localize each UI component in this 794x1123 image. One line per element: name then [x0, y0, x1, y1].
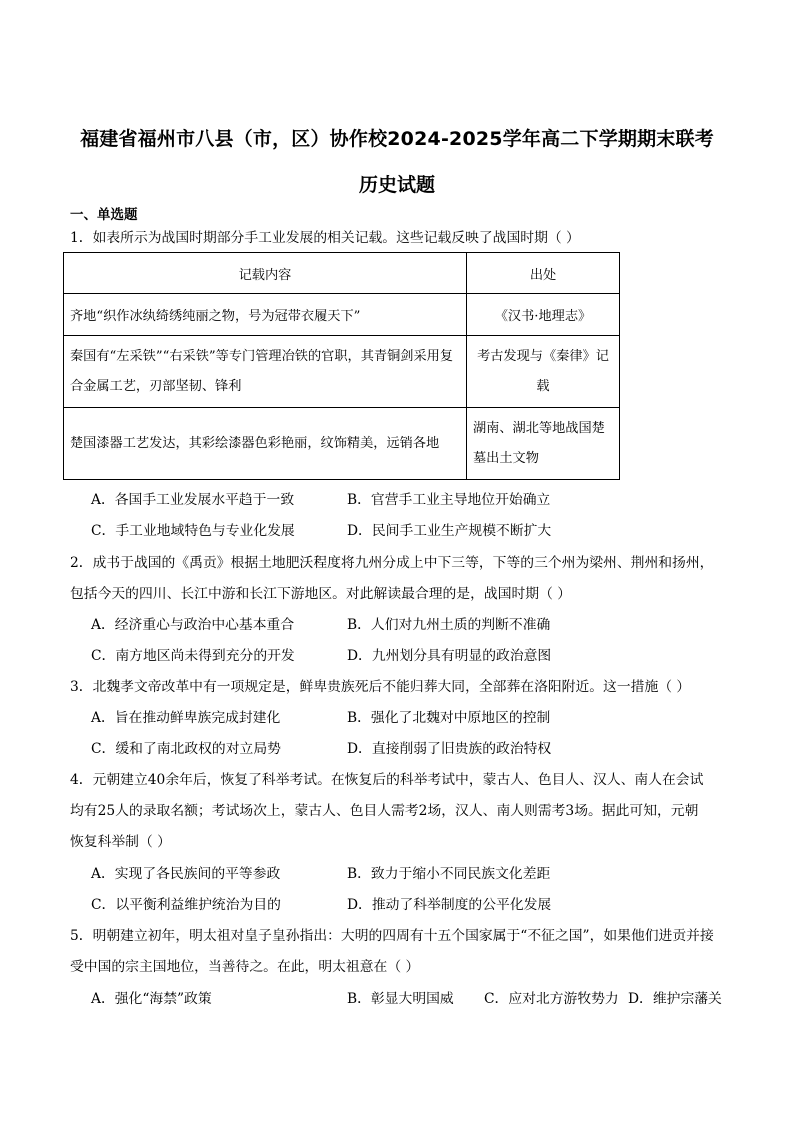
question-4-stem: 恢复科举制（ ） [70, 834, 171, 850]
table-row [64, 336, 620, 408]
table-row [64, 408, 620, 480]
table-row [64, 294, 620, 336]
option-a[interactable]: A．强化“海禁”政策 [91, 991, 212, 1007]
question-4-stem: 4．元朝建立40余年后，恢复了科举考试。在恢复后的科举考试中，蒙古人、色目人、汉人、南人在会试 [70, 772, 704, 788]
table-cell-content: 齐地“织作冰纨绮绣纯丽之物，号为冠带衣履天下” [64, 294, 467, 336]
question-5-stem: 5．明朝建立初年，明太祖对皇子皇孙指出：大明的四周有十五个国家属于“不征之国”，如果他们进贡并接 [70, 928, 714, 944]
option-b[interactable]: B．强化了北魏对中原地区的控制 [347, 710, 551, 726]
table-cell-source: 《汉书·地理志》 [467, 294, 620, 336]
option-c[interactable]: C．以平衡利益维护统治为目的 [91, 897, 281, 913]
option-b[interactable]: B．彰显大明国威 [347, 991, 454, 1007]
question-3-stem: 3．北魏孝文帝改革中有一项规定是，鲜卑贵族死后不能归葬大同，全部葬在洛阳附近。这一措施（ ） [70, 679, 691, 695]
option-d[interactable]: D．九州划分具有明显的政治意图 [347, 648, 552, 664]
table-header-row [64, 253, 620, 294]
option-d[interactable]: D．民间手工业生产规模不断扩大 [347, 523, 552, 539]
exam-title: 福建省福州市八县（市，区）协作校2024-2025学年高二下学期期末联考 [80, 128, 714, 150]
option-c[interactable]: C．南方地区尚未得到充分的开发 [91, 648, 295, 664]
records-table [63, 252, 620, 480]
option-b[interactable]: B．人们对九州土质的判断不准确 [347, 617, 551, 633]
section-heading: 一、单选题 [70, 207, 138, 223]
question-2-stem: 包括今天的四川、长江中游和长江下游地区。对此解读最合理的是，战国时期（ ） [70, 586, 572, 602]
question-1-stem: 1．如表所示为战国时期部分手工业发展的相关记载。这些记载反映了战国时期（ ） [70, 230, 580, 246]
option-c[interactable]: C．应对北方游牧势力 [484, 991, 619, 1007]
option-c[interactable]: C．手工业地域特色与专业化发展 [91, 523, 295, 539]
table-cell-source: 考古发现与《秦律》记载 [467, 336, 620, 408]
question-5-stem: 受中国的宗主国地位，当善待之。在此，明太祖意在（ ） [70, 959, 420, 975]
option-a[interactable]: A．实现了各民族间的平等参政 [91, 866, 281, 882]
option-a[interactable]: A．各国手工业发展水平趋于一致 [91, 492, 295, 508]
option-c[interactable]: C．缓和了南北政权的对立局势 [91, 741, 281, 757]
table-cell-source: 湖南、湖北等地战国楚墓出土文物 [467, 408, 620, 480]
table-header-source: 出处 [467, 253, 620, 294]
option-b[interactable]: B．致力于缩小不同民族文化差距 [347, 866, 551, 882]
option-d[interactable]: D．推动了科举制度的公平化发展 [347, 897, 552, 913]
question-4-stem: 均有25人的录取名额；考试场次上，蒙古人、色目人需考2场，汉人、南人则需考3场。据此可知，元朝 [70, 803, 699, 819]
table-header-content: 记载内容 [64, 253, 467, 294]
option-a[interactable]: A．经济重心与政治中心基本重合 [91, 617, 295, 633]
exam-subtitle: 历史试题 [358, 174, 435, 196]
table-cell-content: 楚国漆器工艺发达，其彩绘漆器色彩艳丽，纹饰精美，远销各地 [64, 408, 467, 480]
option-b[interactable]: B．官营手工业主导地位开始确立 [347, 492, 551, 508]
option-d[interactable]: D．维护宗藩关 [628, 991, 722, 1007]
option-a[interactable]: A．旨在推动鲜卑族完成封建化 [91, 710, 281, 726]
question-2-stem: 2．成书于战国的《禹贡》根据土地肥沃程度将九州分成上中下三等，下等的三个州为梁州、荆州和扬州， [70, 555, 714, 571]
table-cell-content: 秦国有“左采铁”“右采铁”等专门管理冶铁的官职，其青铜剑采用复合金属工艺，刃部坚韧、锋利 [64, 336, 467, 408]
option-d[interactable]: D．直接削弱了旧贵族的政治特权 [347, 741, 552, 757]
